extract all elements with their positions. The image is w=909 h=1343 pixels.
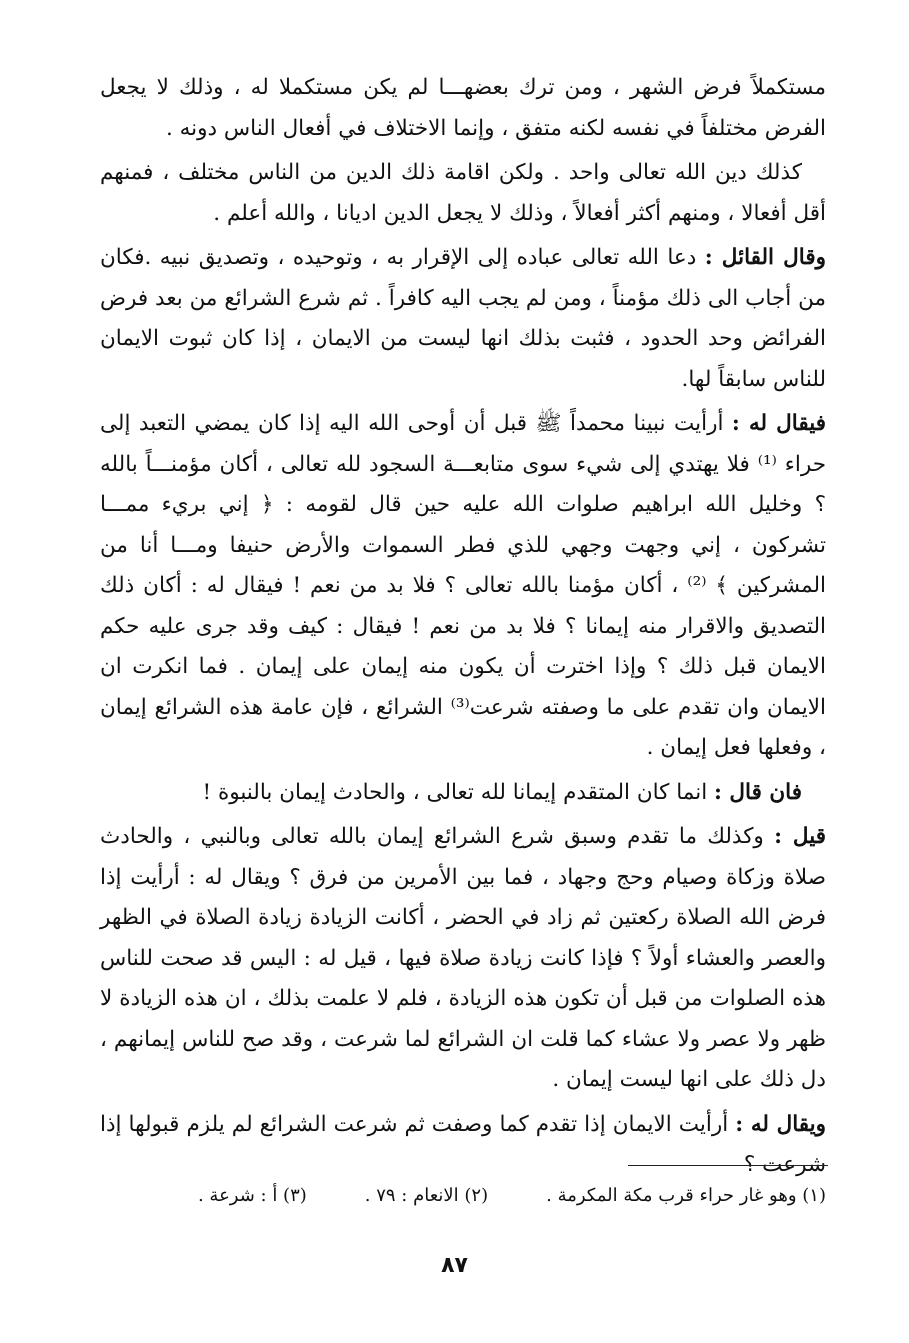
paragraph-text: وكذلك ما تقدم وسبق شرع الشرائع إيمان بالله تعالى وبالنبي ، والحادث صلاة وزكاة وصيام وحج وجهاد ، فما بين الأمرين من فرق ؟ ويقال له : أرأيت إذا فرض الله الصلاة ركعتين ثم زاد في الحضر ، أكانت الزيادة زيادة الصلاة في الظهر والعصر والعشاء أولاً ؟ فإذا كانت زيادة صلاة فيها ، قيل له : اليس قد صحت للناس هذه الصلوات من قبل أن تكون هذه الزيادة ، فلم لا علمت بذلك ، ان هذه الزيادة لا ظهر ولا عصر ولا عشاء كما قلت ان الشرائع لما شرعت ، وقد صح للناس إيمانهم ، دل ذلك على انها ليست إيمان . bbox=[100, 824, 826, 1092]
paragraph-text: أرأيت نبينا محمداً ﷺ قبل أن أوحى الله اليه إذا كان يمضي التعبد إلى حراء ⁽¹⁾ فلا يهتدي إلى شيء سوى متابعـــة السجود لله تعالى ، أكان مؤمنـــاً بالله ؟ وخليل الله ابراهيم صلوات الله عليه حين قال لقومه : ﴿ إني بريء ممـــا تشركون ، إني وجهت وجهي للذي فطر السموات والأرض حنيفا ومـــا أنا من المشركين ﴾ ⁽²⁾ ، أكان مؤمنا بالله تعالى ؟ فلا بد من نعم ! فيقال له : أكان ذلك التصديق والاقرار منه إيمانا ؟ فلا بد من نعم ! فيقال : كيف وقد جرى عليه حكم الايمان قبل ذلك ؟ وإذا اخترت أن يكون منه إيمان على إيمان . فما انكرت ان الايمان وان تقدم على ما وصفته شرعت⁽³⁾ الشرائع ، فإن عامة هذه الشرائع إيمان ، وفعلها فعل إيمان . bbox=[100, 411, 826, 760]
paragraph bbox=[100, 817, 826, 1101]
paragraph-text: أرأيت الايمان إذا تقدم كما وصفت ثم شرعت الشرائع لم يلزم قبولها إذا شرعت ؟ bbox=[100, 1111, 826, 1177]
paragraph-lead: قيل : bbox=[774, 824, 826, 849]
footnotes bbox=[100, 1181, 826, 1211]
page-number: ٨٧ bbox=[441, 1253, 468, 1278]
paragraph bbox=[100, 68, 826, 149]
paragraph-text: مستكملاً فرض الشهر ، ومن ترك بعضهـــا لم يكن مستكملا له ، وذلك لا يجعل الفرض مختلفاً في نفسه لكنه متفق ، وإنما الاختلاف في أفعال الناس دونه . bbox=[100, 75, 826, 141]
paragraph-lead: فيقال له : bbox=[731, 411, 826, 436]
paragraph-lead: ويقال له : bbox=[735, 1111, 826, 1137]
body-text bbox=[100, 68, 826, 1190]
footnote: (١) وهو غار حراء قرب مكة المكرمة . bbox=[546, 1185, 826, 1206]
paragraph-text: دعا الله تعالى عباده إلى الإقرار به ، وتوحيده ، وتصديق نبيه .فكان من أجاب الى ذلك مؤمناً ، ومن لم يجب اليه كافراً . ثم شرع الشرائع من بعد فرض الفرائض وحد الحدود ، فثبت بذلك انها ليست من الايمان ، إذا كان ثبوت الايمان للناس سابقاً لها. bbox=[100, 245, 826, 392]
paragraph-lead: وقال القائل : bbox=[704, 245, 826, 270]
paragraph bbox=[100, 238, 826, 400]
footnote-divider bbox=[628, 1165, 828, 1166]
paragraph bbox=[100, 1105, 826, 1186]
paragraph-lead: فان قال : bbox=[714, 779, 802, 805]
paragraph bbox=[100, 404, 826, 769]
paragraph-text: كذلك دين الله تعالى واحد . ولكن اقامة ذلك الدين من الناس مختلف ، فمنهم أقل أفعالا ، ومنهم أكثر أفعالاً ، وذلك لا يجعل الدين اديانا ، والله أعلم . bbox=[100, 160, 826, 226]
paragraph bbox=[100, 773, 826, 814]
paragraph bbox=[100, 153, 826, 234]
paragraph-text: انما كان المتقدم إيمانا لله تعالى ، والحادث إيمان بالنبوة ! bbox=[202, 779, 715, 805]
footnote: (٣) أ : شرعة . bbox=[197, 1185, 307, 1206]
footnote: (٢) الانعام : ٧٩ . bbox=[364, 1185, 489, 1206]
